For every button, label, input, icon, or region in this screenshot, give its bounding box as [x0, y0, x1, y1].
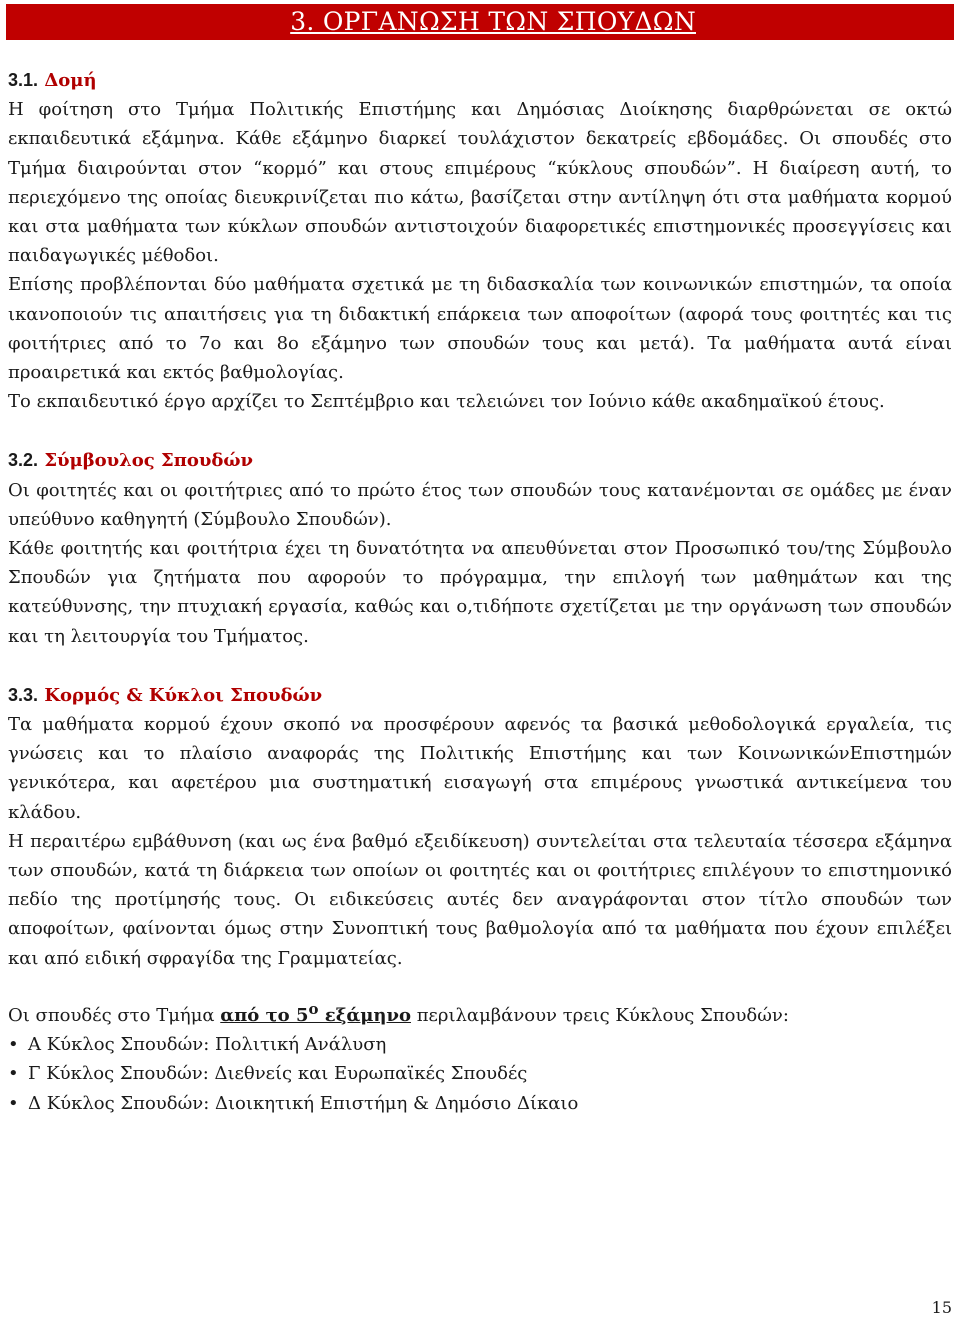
structure-paragraph-3: Το εκπαιδευτικό έργο αρχίζει το Σεπτέμβριο και τελειώνει τον Ιούνιο κάθε ακαδημαϊκού έτους. — [8, 391, 885, 413]
list-item — [8, 1089, 952, 1118]
advisor-paragraph-2: Κάθε φοιτητής και φοιτήτρια έχει τη δυνατότητα να απευθύνεται στον Προσωπικό του/της Σύμβουλο Σπουδών για ζητήματα που αφορούν το πρόγραμμα, την επιλογή των μαθημάτων και της κατεύθυνσης, την πτυχιακή εργασία, καθώς και ο,τιδήποτε σχετίζεται με την οργάνωση των σπουδών και τη λειτουργία του Τμήματος. — [8, 538, 952, 647]
section-title: Σύμβουλος Σπουδών — [44, 450, 254, 472]
cycles-intro-emphasis — [220, 999, 411, 1026]
section-heading-structure — [8, 66, 952, 95]
core-paragraph-1: Τα μαθήματα κορμού έχουν σκοπό να προσφέρουν αφενός τα βασικά μεθοδολογικά εργαλεία, τις γνώσεις και το πλαίσιο αναφοράς της Πολιτικής Επιστήμης και των ΚοινωνικώνΕπιστημών γενικότερα, και αφετέρου μια συστηματική εισαγωγή στα επιμέρους γνωστικά αντικείμενα του κλάδου. — [8, 714, 952, 823]
cycles-intro-emphasis-text-2: εξάμηνο — [318, 1004, 411, 1026]
section-heading-advisor — [8, 446, 952, 475]
section-title: Κορμός & Κύκλοι Σπουδών — [44, 684, 323, 706]
cycles-intro-before: Οι σπουδές στο Τμήμα — [8, 1004, 221, 1026]
list-item — [8, 1059, 952, 1088]
cycles-list — [8, 1030, 952, 1118]
bullet: • — [8, 1063, 19, 1085]
advisor-paragraph-1: Οι φοιτητές και οι φοιτήτριες από το πρώτο έτος των σπουδών τους κατανέμονται σε ομάδες με έναν υπεύθυνο καθηγητή (Σύμβουλο Σπουδών). — [8, 479, 952, 530]
page-number: 15 — [931, 1298, 952, 1317]
section-number: 3.3. — [8, 684, 39, 705]
cycles-intro — [8, 995, 952, 1030]
document-body — [8, 66, 952, 1118]
chapter-banner — [6, 4, 954, 40]
list-item — [8, 1030, 952, 1059]
structure-paragraph-2: Επίσης προβλέπονται δύο μαθήματα σχετικά με τη διδασκαλία των κοινωνικών επιστημών, τα οποία ικανοποιούν τις απαιτήσεις για τη διδακτική επάρκεια των αποφοίτων (αφορά τους φοιτητές και τις φοιτήτριες από το 7ο και 8ο εξάμηνο των σπουδών τους και μετά). Τα μαθήματα αυτά είναι προαιρετικά και εκτός βαθμολογίας. — [8, 274, 952, 384]
cycle-label: Δ Κύκλος Σπουδών: Διοικητική Επιστήμη & Δημόσιο Δίκαιο — [28, 1092, 579, 1114]
section-title: Δομή — [44, 70, 97, 91]
cycles-intro-emphasis-text: από το 5 — [220, 1004, 309, 1026]
section-heading-core-cycles — [8, 681, 952, 710]
cycle-label: Γ Κύκλος Σπουδών: Διεθνείς και Ευρωπαϊκές Σπουδές — [28, 1063, 528, 1085]
ordinal-superscript: ο — [308, 999, 319, 1018]
bullet: • — [8, 1092, 19, 1114]
bullet: • — [8, 1034, 19, 1056]
core-paragraph-2: Η περαιτέρω εμβάθυνση (και ως ένα βαθμό εξειδίκευση) συντελείται στα τελευταία τέσσερα εξάμηνα των σπουδών, κατά τη διάρκεια των οποίων οι φοιτητές και οι φοιτήτριες επιλέγουν το επιστημονικό πεδίο της προτίμησής τους. Οι ειδικεύσεις αυτές δεν αναγράφονται στον τίτλο σπουδών των αποφοίτων, φαίνονται όμως στην Συνοπτική τους βαθμολογία από τα μαθήματα που έχουν επιλέξει και από ειδική σφραγίδα της Γραμματείας. — [8, 830, 952, 969]
section-number: 3.1. — [8, 70, 39, 90]
cycle-label: Α Κύκλος Σπουδών: Πολιτική Ανάλυση — [28, 1034, 387, 1056]
chapter-title: 3. ΟΡΓΑΝΩΣΗ ΤΩΝ ΣΠΟΥΔΩΝ — [290, 7, 696, 36]
structure-paragraph-1: Η φοίτηση στο Τμήμα Πολιτικής Επιστήμης και Δημόσιας Διοίκησης διαρθρώνεται σε οκτώ εκπαιδευτικά εξάμηνα. Κάθε εξάμηνο διαρκεί τουλάχιστον δεκατρείς εβδομάδες. Οι σπουδές στο Τμήμα διαιρούνται στον “κορμό” και στους επιμέρους “κύκλους σπουδών”. Η διαίρεση αυτή, το περιεχόμενο της οποίας διευκρινίζεται πιο κάτω, βασίζεται στην αντίληψη ότι στα μαθήματα κορμού και στα μαθήματα των κύκλων σπουδών αντιστοιχούν διαφορετικές επιστημονικές προσεγγίσεις και παιδαγωγικές μέθοδοι. — [8, 99, 952, 267]
section-number: 3.2. — [8, 450, 39, 471]
cycles-intro-after: περιλαμβάνουν τρεις Κύκλους Σπουδών: — [410, 1004, 789, 1026]
